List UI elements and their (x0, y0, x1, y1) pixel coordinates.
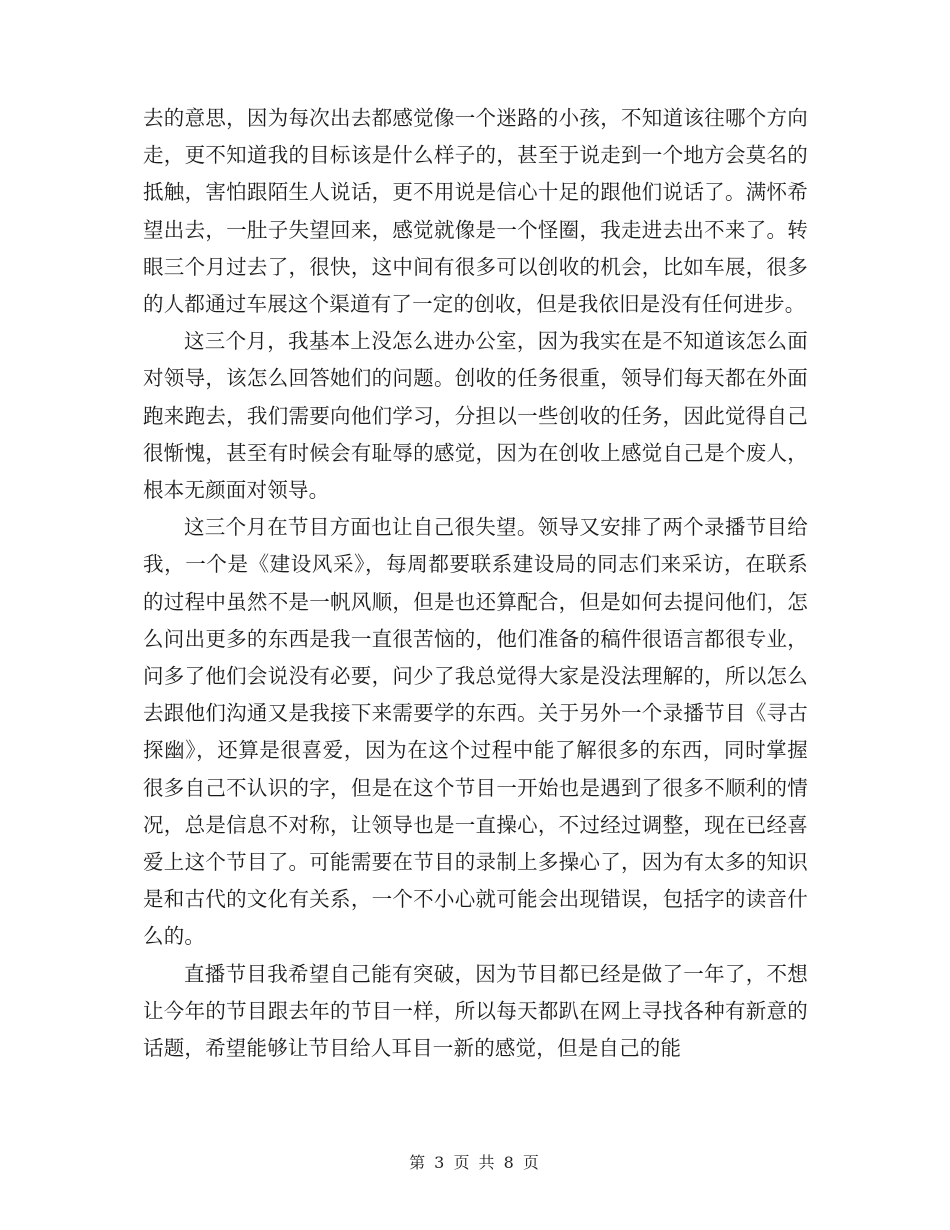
paragraph-2: 这三个月，我基本上没怎么进办公室，因为我实在是不知道该怎么面对领导，该怎么回答她们的问题。创收的任务很重，领导们每天都在外面跑来跑去，我们需要向他们学习，分担以一些创收的任务，因此觉得自己很惭愧，甚至有时候会有耻辱的感觉，因为在创收上感觉自己是个废人，根本无颜面对领导。 (143, 329, 808, 503)
paragraph-4: 直播节目我希望自己能有突破，因为节目都已经是做了一年了，不想让今年的节目跟去年的节目一样，所以每天都趴在网上寻找各种有新意的话题，希望能够让节目给人耳目一新的感觉，但是自己的能 (143, 961, 808, 1061)
document-body (143, 100, 808, 1067)
paragraph-3: 这三个月在节目方面也让自己很失望。领导又安排了两个录播节目给我，一个是《建设风采》，每周都要联系建设局的同志们来采访，在联系的过程中虽然不是一帆风顺，但是也还算配合，但是如何去提问他们，怎么问出更多的东西是我一直很苦恼的，他们准备的稿件很语言都很专业，问多了他们会说没有必要，问少了我总觉得大家是没法理解的，所以怎么去跟他们沟通又是我接下来需要学的东西。关于另外一个录播节目《寻古探幽》，还算是很喜爱，因为在这个过程中能了解很多的东西，同时掌握很多自己不认识的字，但是在这个节目一开始也是遇到了很多不顺利的情况，总是信息不对称，让领导也是一直操心，不过经过调整，现在已经喜爱上这个节目了。可能需要在节目的录制上多操心了，因为有太多的知识是和古代的文化有关系，一个不小心就可能会出现错误，包括字的读音什么的。 (143, 515, 808, 949)
page-number-footer: 第 3 页 共 8 页 (409, 1153, 541, 1172)
paragraph-1: 去的意思，因为每次出去都感觉像一个迷路的小孩，不知道该往哪个方向走，更不知道我的目标该是什么样子的，甚至于说走到一个地方会莫名的抵触，害怕跟陌生人说话，更不用说是信心十足的跟他们说话了。满怀希望出去，一肚子失望回来，感觉就像是一个怪圈，我走进去出不来了。转眼三个月过去了，很快，这中间有很多可以创收的机会，比如车展，很多的人都通过车展这个渠道有了一定的创收，但是我依旧是没有任何进步。 (143, 106, 808, 317)
